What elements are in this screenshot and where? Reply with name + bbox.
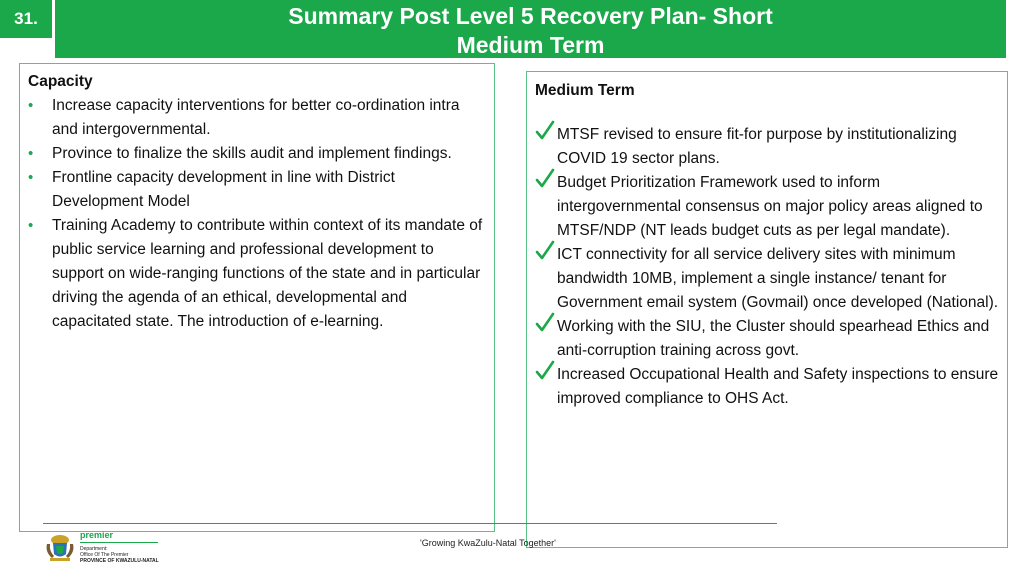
list-item [28, 166, 486, 214]
list-item [28, 94, 486, 142]
brand-rule [80, 542, 158, 543]
dept-label: Department: [80, 546, 108, 552]
checkmark-icon [535, 359, 555, 381]
capacity-box [19, 63, 495, 532]
dept-name: Office Of The Premier [80, 552, 129, 558]
dot-bullet-icon: • [28, 217, 34, 234]
title-bar [55, 0, 1006, 58]
list-item [28, 214, 486, 334]
checkmark-icon [535, 311, 555, 333]
list-item-text: MTSF revised to ensure fit-for purpose by institutionalizing COVID 19 sector plans. [557, 126, 957, 167]
dot-bullet-icon: • [28, 169, 34, 186]
slide-number: 31. [0, 0, 52, 38]
list-item-text: Increased Occupational Health and Safety inspections to ensure improved compliance to OHS Act. [557, 366, 999, 407]
list-item [535, 315, 1001, 363]
checkmark-icon [535, 167, 555, 189]
medium-term-list [535, 123, 1001, 411]
medium-term-box [526, 71, 1008, 548]
footer-divider [43, 523, 777, 524]
medium-term-heading: Medium Term [535, 82, 635, 99]
checkmark-icon [535, 239, 555, 261]
checkmark-icon [535, 119, 555, 141]
footer-brand [80, 530, 159, 565]
list-item-text: Province to finalize the skills audit and implement findings. [52, 145, 452, 162]
list-item-text: Budget Prioritization Framework used to inform intergovernmental consensus on major policy areas aligned to MTSF/NDP (NT leads budget cuts as per legal mandate). [557, 174, 983, 239]
list-item [535, 363, 1001, 411]
capacity-heading: Capacity [28, 73, 93, 90]
brand-premier: premier [80, 530, 114, 540]
dot-bullet-icon: • [28, 97, 34, 114]
title-line-2: Medium Term [456, 32, 605, 58]
list-item [535, 243, 1001, 315]
list-item-text: Increase capacity interventions for better co-ordination intra and intergovernmental. [52, 97, 460, 138]
coat-of-arms-icon [44, 532, 76, 562]
province-name: PROVINCE OF KWAZULU-NATAL [80, 558, 159, 564]
footer-tagline: 'Growing KwaZulu-Natal Together' [420, 538, 556, 548]
list-item-text: Working with the SIU, the Cluster should spearhead Ethics and anti-corruption training across govt. [557, 318, 990, 359]
dot-bullet-icon: • [28, 145, 34, 162]
list-item-text: Training Academy to contribute within context of its mandate of public service learning and professional development to support on wide-ranging functions of the state and in particular driving the agenda of an ethical, developmental and capacitated state. The introduction of e-learning. [52, 217, 483, 330]
title-line-1: Summary Post Level 5 Recovery Plan- Short [288, 3, 773, 29]
capacity-list [28, 94, 486, 334]
list-item-text: ICT connectivity for all service delivery sites with minimum bandwidth 10MB, implement a single instance/ tenant for Government email system (Govmail) once developed (National). [557, 246, 999, 311]
list-item [28, 142, 486, 166]
list-item-text: Frontline capacity development in line with District Development Model [52, 169, 395, 210]
list-item [535, 123, 1001, 171]
list-item [535, 171, 1001, 243]
